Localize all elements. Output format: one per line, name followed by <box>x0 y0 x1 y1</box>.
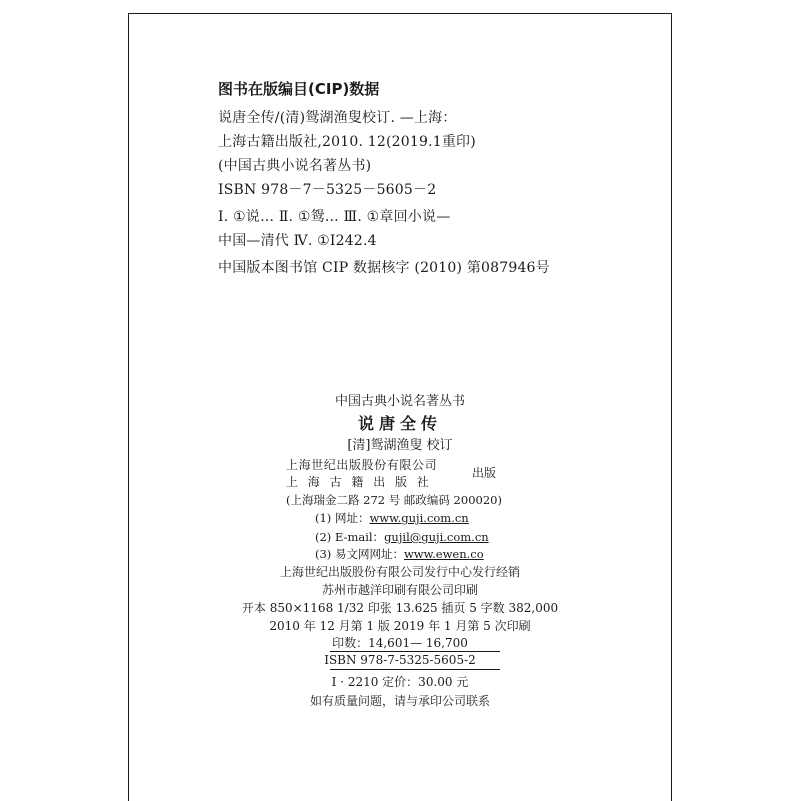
ewen-line <box>315 546 484 562</box>
website-link[interactable]: www.guji.com.cn <box>369 511 469 525</box>
publisher-block <box>286 456 526 490</box>
cip-line-3: (中国古典小说名著丛书) <box>218 158 372 174</box>
book-title: 说唐全传 <box>357 414 442 433</box>
distributor-line: 上海世纪出版股份有限公司发行中心发行经销 <box>279 565 520 579</box>
ewen-label: (3) 易文网网址： <box>315 547 404 561</box>
email-label: (2) E-mail： <box>315 530 385 544</box>
quality-note: 如有质量问题，请与承印公司联系 <box>309 694 490 708</box>
print-run-line: 印数：14,601— 16,700 <box>332 636 468 650</box>
publisher-suffix: 出版 <box>472 466 497 480</box>
cip-record-number: 中国版本图书馆 CIP 数据核字 (2010) 第087946号 <box>218 260 550 276</box>
edition-line: 2010 年 12 月第 1 版 2019 年 1 月第 5 次印刷 <box>269 619 531 633</box>
cip-classification-1: Ⅰ. ①说… Ⅱ. ①鸳… Ⅲ. ①章回小说— <box>218 209 451 225</box>
website-label: (1) 网址： <box>315 511 370 525</box>
isbn-line: ISBN 978-7-5325-5605-2 <box>324 653 476 667</box>
ewen-link[interactable]: www.ewen.co <box>403 547 484 561</box>
cip-line-2: 上海古籍出版社,2010. 12(2019.1重印) <box>218 134 476 150</box>
cip-line-1: 说唐全传/(清)鸳湖渔叟校订. —上海： <box>218 110 457 126</box>
printer-line: 苏州市越洋印刷有限公司印刷 <box>321 583 478 597</box>
rule-above-isbn <box>330 651 500 652</box>
publisher-line-1: 上海世纪出版股份有限公司 <box>286 458 438 472</box>
website-line <box>315 510 469 526</box>
cip-title: 图书在版编目(CIP)数据 <box>218 80 380 98</box>
specs-line: 开本 850×1168 1/32 印张 13.625 插页 5 字数 382,000 <box>241 601 559 615</box>
author-line: [清]鸳湖渔叟 校订 <box>347 438 453 453</box>
publisher-address: (上海瑞金二路 272 号 邮政编码 200020) <box>286 493 502 507</box>
email-line <box>315 529 489 545</box>
series-name: 中国古典小说名著丛书 <box>334 394 465 409</box>
cip-isbn: ISBN 978－7－5325－5605－2 <box>218 182 437 198</box>
cip-classification-2: 中国—清代 Ⅳ. ①I242.4 <box>218 233 377 249</box>
email-link[interactable]: gujil@guji.com.cn <box>384 530 489 544</box>
price-line: I · 2210 定价：30.00 元 <box>331 675 469 689</box>
publisher-line-2: 上海古籍出版社 <box>286 475 439 489</box>
rule-below-isbn <box>330 669 500 670</box>
